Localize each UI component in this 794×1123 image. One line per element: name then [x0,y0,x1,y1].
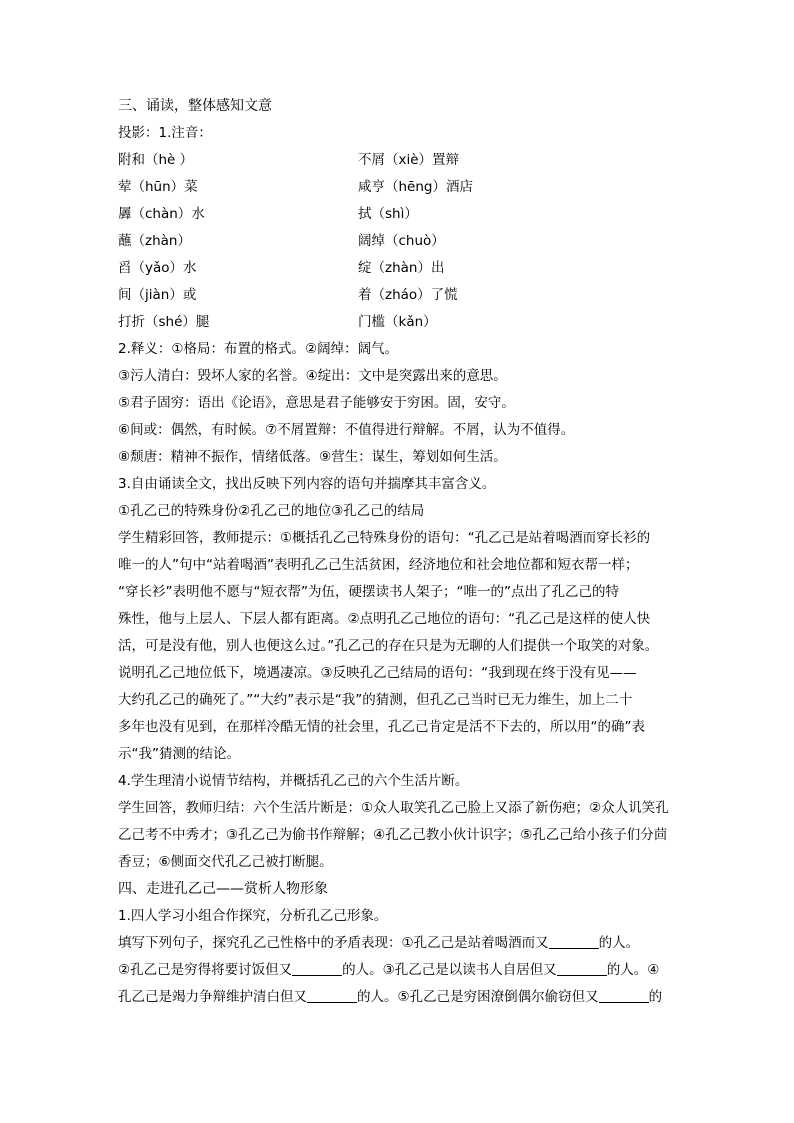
definition-line: 2.释义：①格局：布置的格式。②阔绰：阔气。 [118,341,399,357]
pinyin-right: 绽（zhàn）出 [358,260,445,276]
pinyin-right: 不屑（xiè）置辩 [358,152,460,168]
fill-blank[interactable] [599,988,649,1003]
definition-line: ③污人清白：毁坏人家的名誉。④绽出：文中是突露出来的意思。 [118,368,507,384]
pinyin-left: 荤（hūn）菜 [118,179,198,195]
fill-text: 的人。⑤孔乙己是穷困潦倒偶尔偷窃但又 [357,989,599,1005]
fill-line-1 [118,930,684,957]
section4-task1: 1.四人学习小组合作探究，分析孔乙己形象。 [118,908,388,924]
answer4-line: 香豆；⑥侧面交代孔乙己被打断腿。 [118,854,333,870]
pinyin-left: 打折（shé）腿 [118,314,210,330]
fill-line-3 [118,984,684,1011]
pinyin-row [118,282,684,309]
pinyin-left: 间（jiàn）或 [118,287,197,303]
pinyin-right: 阔绰（chuò） [358,233,445,249]
section3-heading: 三、诵读，整体感知文意 [118,98,272,114]
answer3-line: “穿长衫”表明他不愿与“短衣帮”为伍，硬摆读书人架子；“唯一的”点出了孔乙己的特 [118,584,619,600]
pinyin-right: 门槛（kǎn） [358,314,437,330]
pinyin-left: 附和（hè ） [118,152,194,168]
answer3-line: 多年也没有见到，在那样冷酷无情的社会里，孔乙己肯定是活不下去的，所以用“的确”表 [118,719,645,735]
answer3-line: 说明孔乙己地位低下，境遇凄凉。③反映孔乙己结局的语句：“我到现在终于没有见—— [118,665,637,681]
pinyin-right: 咸亨（hēng）酒店 [358,179,473,195]
task3-prompt: 3.自由诵读全文，找出反映下列内容的语句并揣摩其丰富含义。 [118,476,496,492]
fill-text: 的人。③孔乙己是以读书人自居但又 [342,962,557,978]
answer3-line: 学生精彩回答，教师提示：①概括孔乙己特殊身份的语句：“孔乙己是站着喝酒而穿长衫的 [118,530,651,546]
fill-text: 填写下列句子，探究孔乙己性格中的矛盾表现：①孔乙己是站着喝酒而又 [118,935,549,951]
pinyin-left: 蘸（zhàn） [118,233,191,249]
answer3-line: 大约孔乙己的确死了。”“大约”表示是“我”的猜测，但孔乙己当时已无力维生，加上二十 [118,692,633,708]
fill-blank[interactable] [307,988,357,1003]
answer3-line: 示“我”猜测的结论。 [118,746,240,762]
section4-heading: 四、走进孔乙己——赏析人物形象 [118,881,328,897]
fill-blank[interactable] [557,961,607,976]
fill-text: 的人。 [598,935,640,951]
pinyin-row [118,201,684,228]
pinyin-right: 着（zháo）了慌 [358,287,458,303]
projection-label: 投影：1.注音： [118,125,212,141]
task4-prompt: 4.学生理清小说情节结构，并概括孔乙己的六个生活片断。 [118,773,469,789]
fill-text: 孔乙己是竭力争辩维护清白但又 [118,989,307,1005]
pinyin-row [118,228,684,255]
fill-blank[interactable] [549,934,599,949]
task3-items: ①孔乙己的特殊身份②孔乙己的地位③孔乙己的结局 [118,503,425,519]
fill-text: 的 [648,989,663,1005]
definition-line: ⑤君子固穷：语出《论语》，意思是君子能够安于穷困。固，安守。 [118,395,515,411]
fill-text: 的人。④ [606,962,660,978]
answer4-line: 乙己考不中秀才；③孔乙己为偷书作辩解；④孔乙己教小伙计识字；⑤孔乙己给小孩子们分茴 [118,827,668,843]
definition-line: ⑥间或：偶然，有时候。⑦不屑置辩：不值得进行辩解。不屑，认为不值得。 [118,422,575,438]
answer3-line: 唯一的人”句中“站着喝酒”表明孔乙己生活贫困，经济地位和社会地位都和短衣帮一样； [118,557,639,573]
pinyin-row [118,174,684,201]
document-page [118,93,684,1011]
answer3-line: 活，可是没有他，别人也便这么过。”孔乙己的存在只是为无聊的人们提供一个取笑的对象。 [118,638,659,654]
fill-text: ②孔乙己是穷得将要讨饭但又 [118,962,293,978]
pinyin-right: 拭（shì） [358,206,418,222]
pinyin-row [118,255,684,282]
answer4-line: 学生回答，教师归结：六个生活片断是：①众人取笑孔乙己脸上又添了新伤疤；②众人讥笑孔 [118,800,669,816]
definition-line: ⑧颓唐：精神不振作，情绪低落。⑨营生：谋生，筹划如何生活。 [118,449,507,465]
answer3-line: 殊性，他与上层人、下层人都有距离。②点明孔乙己地位的语句：“孔乙己是这样的使人快 [118,611,651,627]
pinyin-table [118,147,684,336]
fill-blank[interactable] [292,961,342,976]
pinyin-row [118,309,684,336]
pinyin-left: 舀（yǎo）水 [118,260,197,276]
pinyin-row [118,147,684,174]
pinyin-left: 羼（chàn）水 [118,206,205,222]
fill-line-2 [118,957,684,984]
